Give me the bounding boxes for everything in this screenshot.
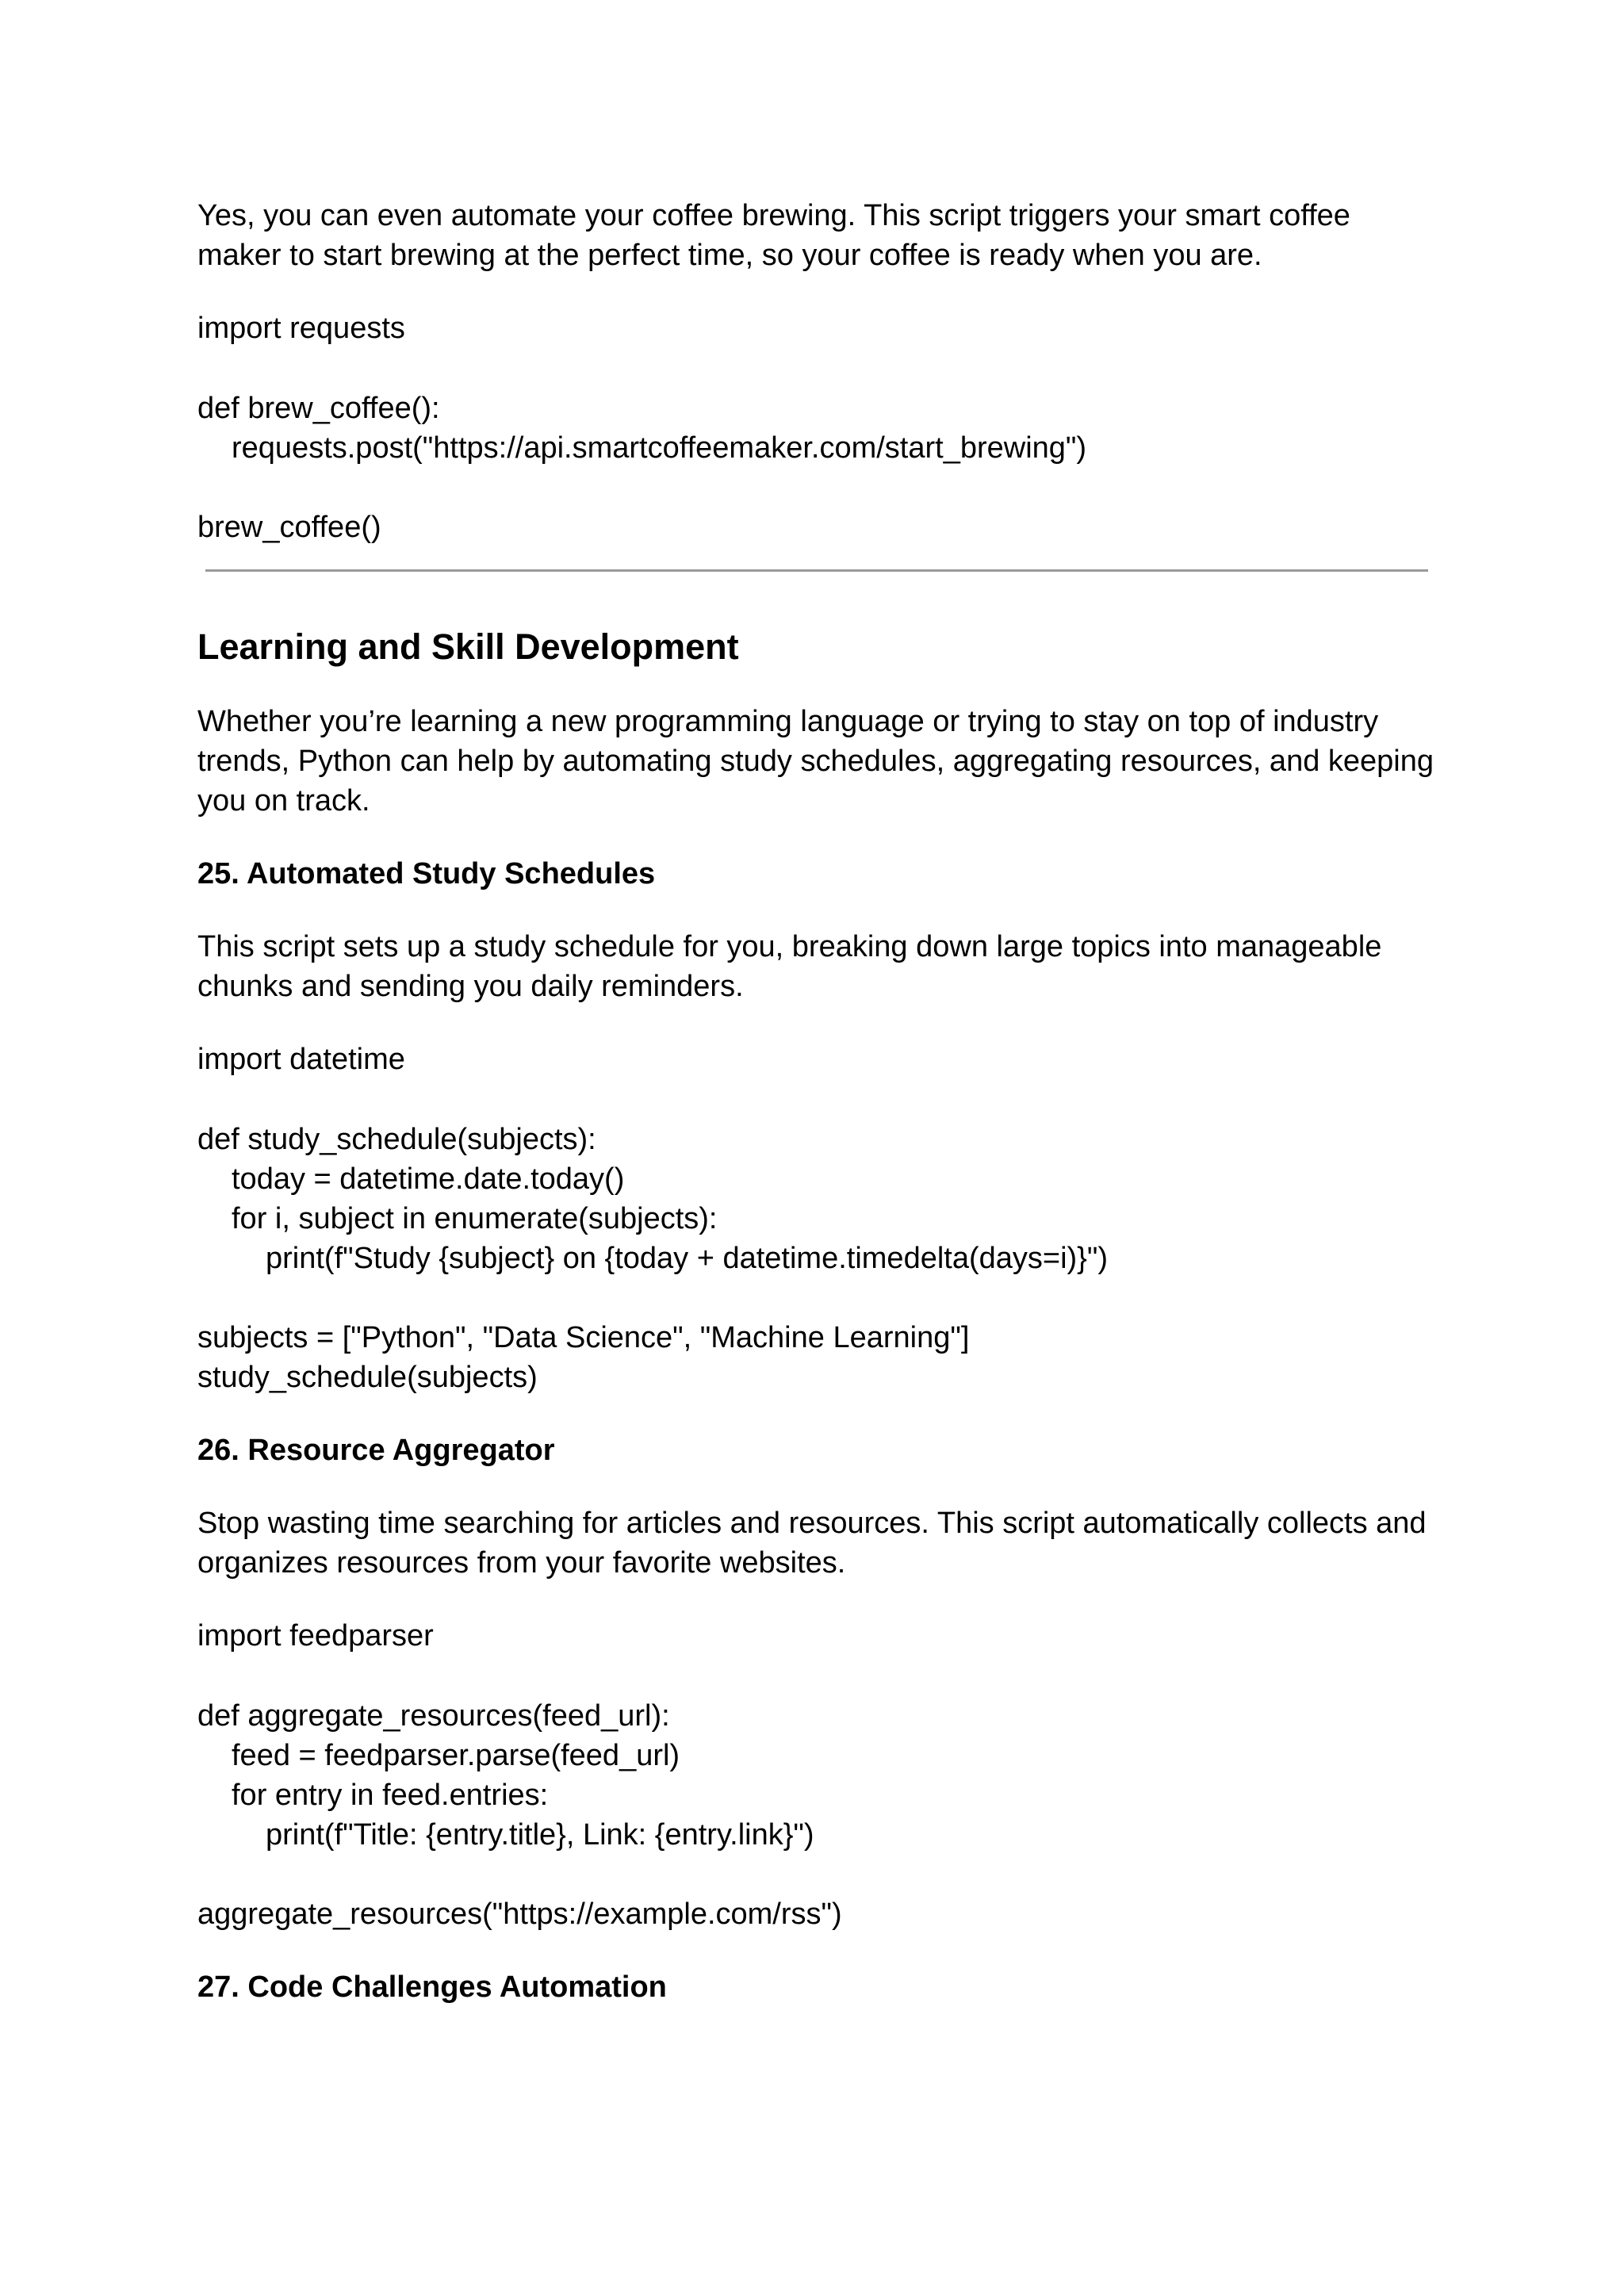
item-26-line-2: organizes resources from your favorite websites.	[197, 1546, 846, 1580]
intro-line-2: maker to start brewing at the perfect time, so your coffee is ready when you are.	[197, 239, 1262, 272]
code-line: for i, subject in enumerate(subjects):	[232, 1202, 718, 1235]
code-line: print(f"Title: {entry.title}, Link: {entry.link}")	[266, 1818, 814, 1852]
item-26-line-1: Stop wasting time searching for articles and resources. This script automatically collects and	[197, 1507, 1427, 1540]
code-line: brew_coffee()	[197, 511, 381, 544]
code-line: import requests	[197, 312, 405, 345]
code-line: import feedparser	[197, 1619, 434, 1653]
code-line: study_schedule(subjects)	[197, 1361, 538, 1394]
code-line: import datetime	[197, 1043, 405, 1076]
item-27-heading: 27. Code Challenges Automation	[197, 1970, 667, 2004]
code-line: def aggregate_resources(feed_url):	[197, 1699, 670, 1733]
code-line: today = datetime.date.today()	[232, 1162, 625, 1196]
horizontal-divider	[205, 569, 1428, 572]
code-line: print(f"Study {subject} on {today + datetime.timedelta(days=i)}")	[266, 1242, 1109, 1275]
code-line: def brew_coffee():	[197, 392, 440, 425]
item-26-heading: 26. Resource Aggregator	[197, 1434, 555, 1467]
code-line: subjects = ["Python", "Data Science", "Machine Learning"]	[197, 1321, 970, 1354]
section-line-2: trends, Python can help by automating study schedules, aggregating resources, and keeping	[197, 745, 1434, 778]
item-25-line-1: This script sets up a study schedule for you, breaking down large topics into manageable	[197, 930, 1382, 963]
code-line: feed = feedparser.parse(feed_url)	[232, 1739, 680, 1772]
section-title: Learning and Skill Development	[197, 626, 739, 667]
section-line-1: Whether you’re learning a new programming language or trying to stay on top of industry	[197, 705, 1379, 738]
code-line: aggregate_resources("https://example.com/rss")	[197, 1898, 842, 1931]
code-line: for entry in feed.entries:	[232, 1779, 549, 1812]
item-25-line-2: chunks and sending you daily reminders.	[197, 970, 744, 1003]
code-line: def study_schedule(subjects):	[197, 1123, 596, 1156]
section-line-3: you on track.	[197, 784, 370, 818]
intro-line-1: Yes, you can even automate your coffee brewing. This script triggers your smart coffee	[197, 199, 1350, 232]
item-25-heading: 25. Automated Study Schedules	[197, 857, 656, 890]
code-line: requests.post("https://api.smartcoffeemaker.com/start_brewing")	[232, 431, 1087, 465]
